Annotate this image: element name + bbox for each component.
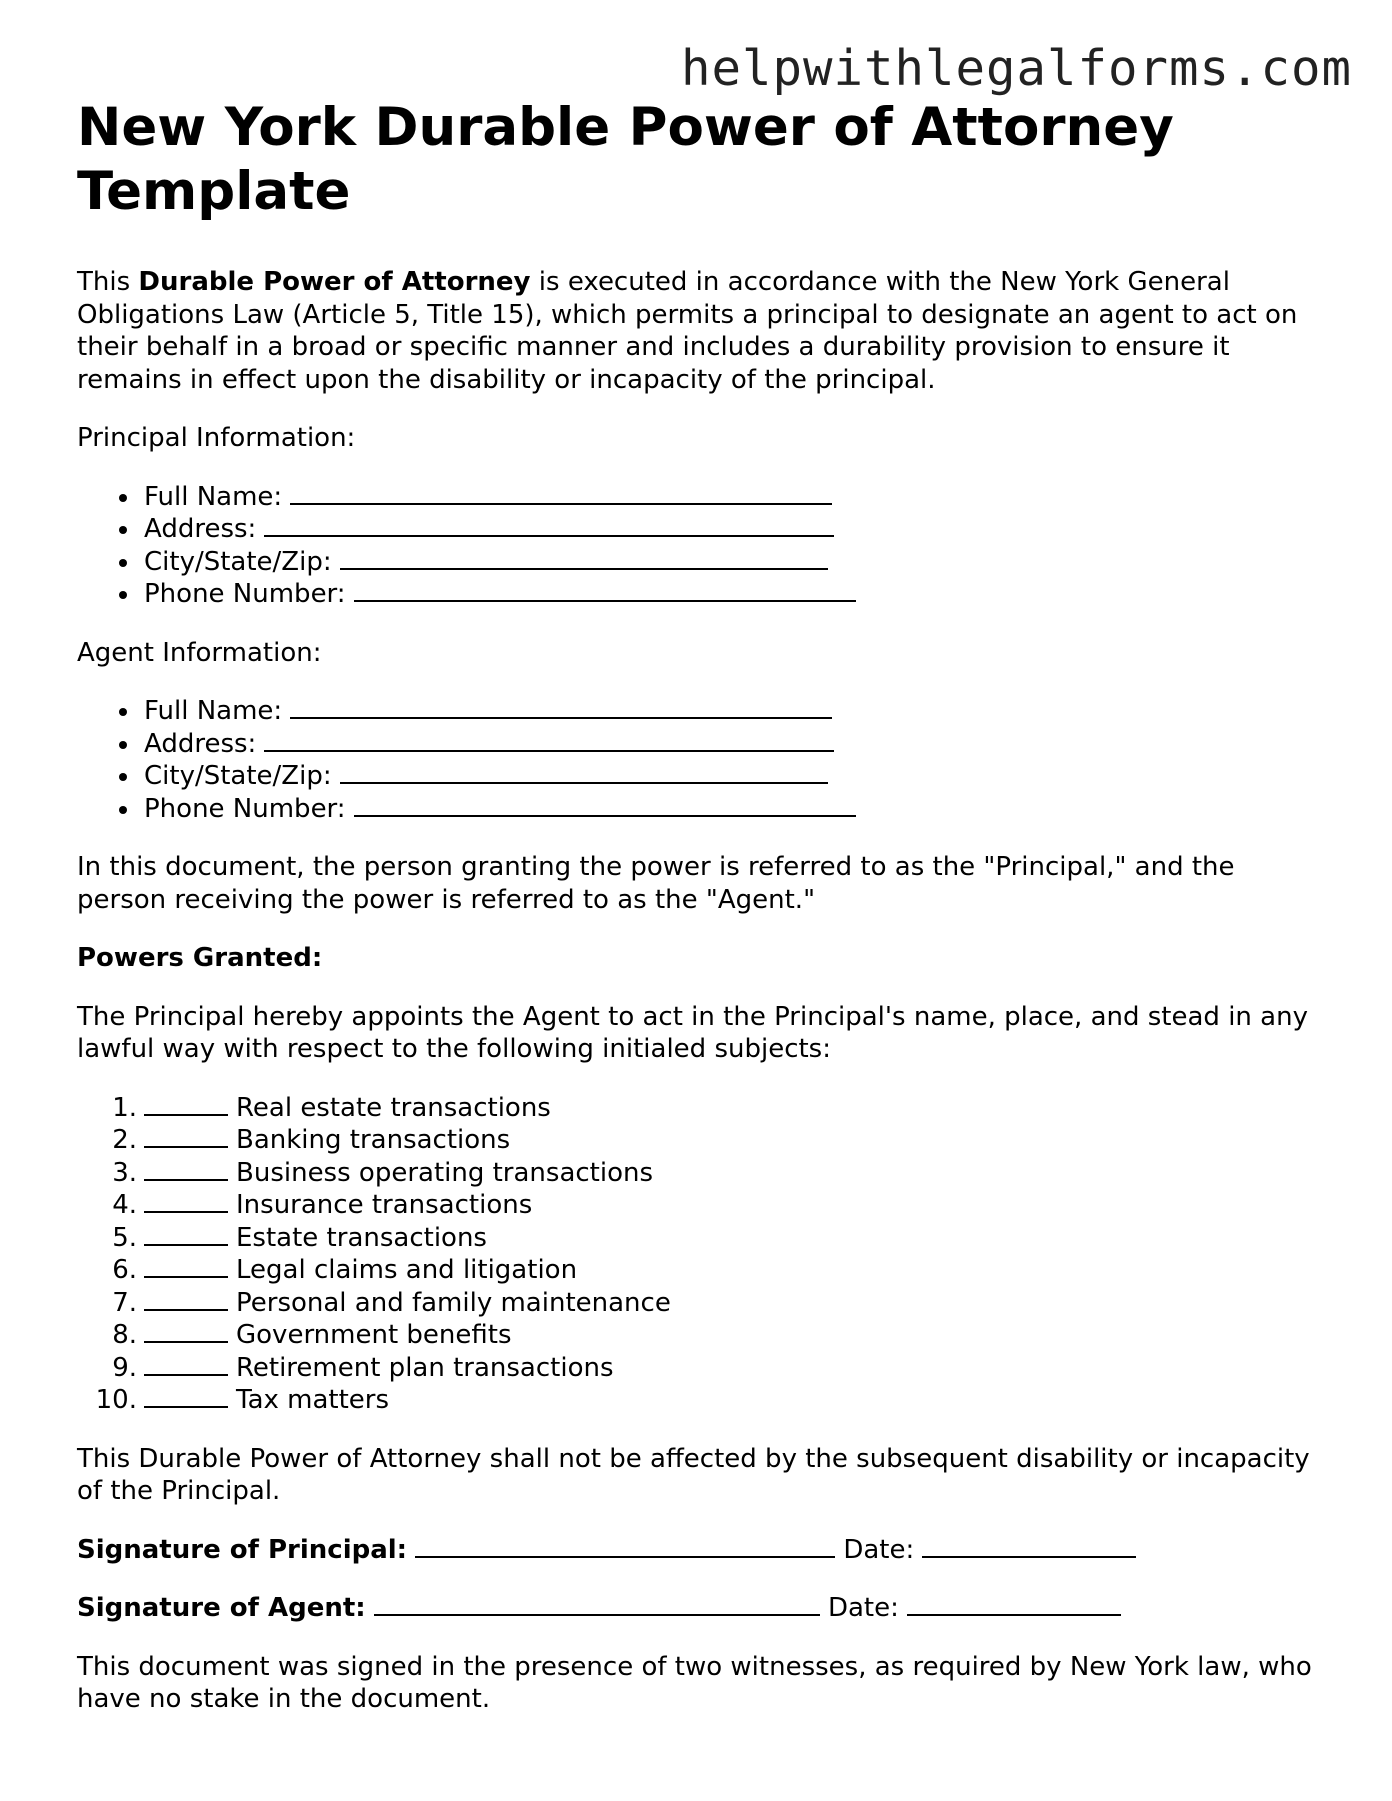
list-item-number: 3.	[112, 1157, 137, 1188]
list-item-label: Retirement plan transactions	[236, 1352, 614, 1383]
list-item	[77, 1092, 1327, 1125]
agent-date-input[interactable]	[907, 1613, 1121, 1616]
powers-heading-text: Powers Granted:	[77, 943, 323, 973]
principal-city-state-zip-input[interactable]	[340, 567, 828, 570]
principal-signature-label: Signature of Principal:	[77, 1534, 408, 1565]
principal-full-name-field	[77, 481, 1327, 514]
initial-input[interactable]	[144, 1113, 228, 1116]
agent-phone-field	[77, 793, 1327, 826]
agent-signature-label: Signature of Agent:	[77, 1593, 366, 1623]
agent-address-field	[77, 728, 1327, 761]
list-item-number: 9.	[112, 1352, 137, 1383]
list-item-label: Real estate transactions	[236, 1092, 551, 1123]
list-item-number: 7.	[112, 1287, 137, 1318]
list-item	[77, 1157, 1327, 1190]
principal-signature-input[interactable]	[415, 1555, 835, 1558]
list-item-number: 6.	[112, 1255, 137, 1285]
principal-full-name-input[interactable]	[290, 502, 832, 505]
agent-city-state-zip-input[interactable]	[340, 781, 828, 784]
list-item-label: Personal and family maintenance	[236, 1287, 671, 1318]
field-label: Address:	[144, 728, 257, 759]
document-page	[77, 96, 1327, 1716]
list-item	[77, 1384, 1327, 1417]
list-item-label: Estate transactions	[236, 1222, 487, 1253]
field-label: Phone Number:	[144, 579, 346, 609]
witness-paragraph: This document was signed in the presence of two witnesses, as required by New York law, who have no stake in the document.	[77, 1651, 1312, 1714]
agent-address-input[interactable]	[264, 749, 834, 752]
agent-phone-input[interactable]	[354, 814, 856, 817]
initial-input[interactable]	[144, 1340, 228, 1343]
agent-date-label: Date:	[827, 1593, 899, 1623]
powers-lead-paragraph: The Principal hereby appoints the Agent to act in the Principal's name, place, and stead in any lawful way with respect to the following initialed subjects:	[77, 1001, 1308, 1064]
field-label: Full Name:	[144, 481, 283, 512]
initial-input[interactable]	[144, 1210, 228, 1213]
agent-city-state-zip-field	[77, 760, 1327, 793]
principal-address-input[interactable]	[264, 534, 834, 537]
list-item-label: Legal claims and litigation	[236, 1255, 578, 1285]
agent-fields	[77, 695, 1327, 825]
powers-list	[77, 1092, 1327, 1417]
list-item-number: 1.	[112, 1092, 137, 1123]
initial-input[interactable]	[144, 1243, 228, 1246]
initial-input[interactable]	[144, 1275, 228, 1278]
list-item-label: Government benefits	[236, 1320, 512, 1350]
principal-phone-input[interactable]	[354, 599, 856, 602]
initial-input[interactable]	[144, 1178, 228, 1181]
initial-input[interactable]	[144, 1405, 228, 1408]
site-watermark: helpwithlegalforms.com	[680, 40, 1352, 97]
agent-signature-input[interactable]	[374, 1613, 820, 1616]
durability-paragraph: This Durable Power of Attorney shall not be affected by the subsequent disability or incapacity of the Principal.	[77, 1443, 1310, 1506]
agent-full-name-input[interactable]	[290, 716, 832, 719]
agent-full-name-field	[77, 695, 1327, 728]
list-item-number: 10.	[95, 1385, 137, 1415]
document-title: New York Durable Power of Attorney Template	[77, 97, 1174, 222]
list-item	[77, 1222, 1327, 1255]
principal-phone-field	[77, 578, 1327, 611]
powers-heading	[77, 942, 1327, 975]
agent-signature-line	[77, 1592, 1327, 1625]
field-label: Phone Number:	[144, 793, 346, 824]
list-item	[77, 1287, 1327, 1320]
list-item	[77, 1352, 1327, 1385]
principal-date-label: Date:	[843, 1534, 915, 1565]
principal-date-input[interactable]	[922, 1555, 1136, 1558]
list-item	[77, 1124, 1327, 1157]
field-label: Full Name:	[144, 696, 283, 726]
principal-address-field	[77, 513, 1327, 546]
field-label: Address:	[144, 514, 257, 544]
list-item-number: 2.	[112, 1125, 137, 1155]
field-label: City/State/Zip:	[144, 546, 332, 577]
list-item-number: 4.	[112, 1190, 137, 1220]
intro-prefix: This	[77, 267, 139, 297]
list-item-label: Banking transactions	[236, 1125, 511, 1155]
list-item	[77, 1319, 1327, 1352]
list-item-label: Business operating transactions	[236, 1157, 654, 1188]
list-item	[77, 1254, 1327, 1287]
intro-suffix: is executed in accordance with the New York General Obligations Law (Article 5, Title 15), which permits a principal to designate an agent to act on their behalf in a broad or specific manner and includes a durability provision to ensure it remains in effect upon the disability or incapacity of the principal.	[77, 267, 1298, 395]
agent-info-heading: Agent Information:	[77, 637, 322, 668]
field-label: City/State/Zip:	[144, 761, 332, 791]
initial-input[interactable]	[144, 1373, 228, 1376]
list-item-number: 5.	[112, 1222, 137, 1253]
list-item-label: Tax matters	[236, 1385, 390, 1415]
principal-city-state-zip-field	[77, 546, 1327, 579]
initial-input[interactable]	[144, 1308, 228, 1311]
principal-info-heading: Principal Information:	[77, 423, 356, 453]
list-item-label: Insurance transactions	[236, 1190, 533, 1220]
definitions-paragraph: In this document, the person granting the power is referred to as the "Principal," and the person receiving the power is referred to as the "Agent."	[77, 852, 1235, 915]
list-item-number: 8.	[112, 1320, 137, 1350]
initial-input[interactable]	[144, 1145, 228, 1148]
principal-fields	[77, 481, 1327, 611]
intro-bold-term: Durable Power of Attorney	[138, 267, 531, 297]
intro-paragraph	[77, 266, 1327, 396]
principal-signature-line	[77, 1534, 1327, 1567]
list-item	[77, 1189, 1327, 1222]
